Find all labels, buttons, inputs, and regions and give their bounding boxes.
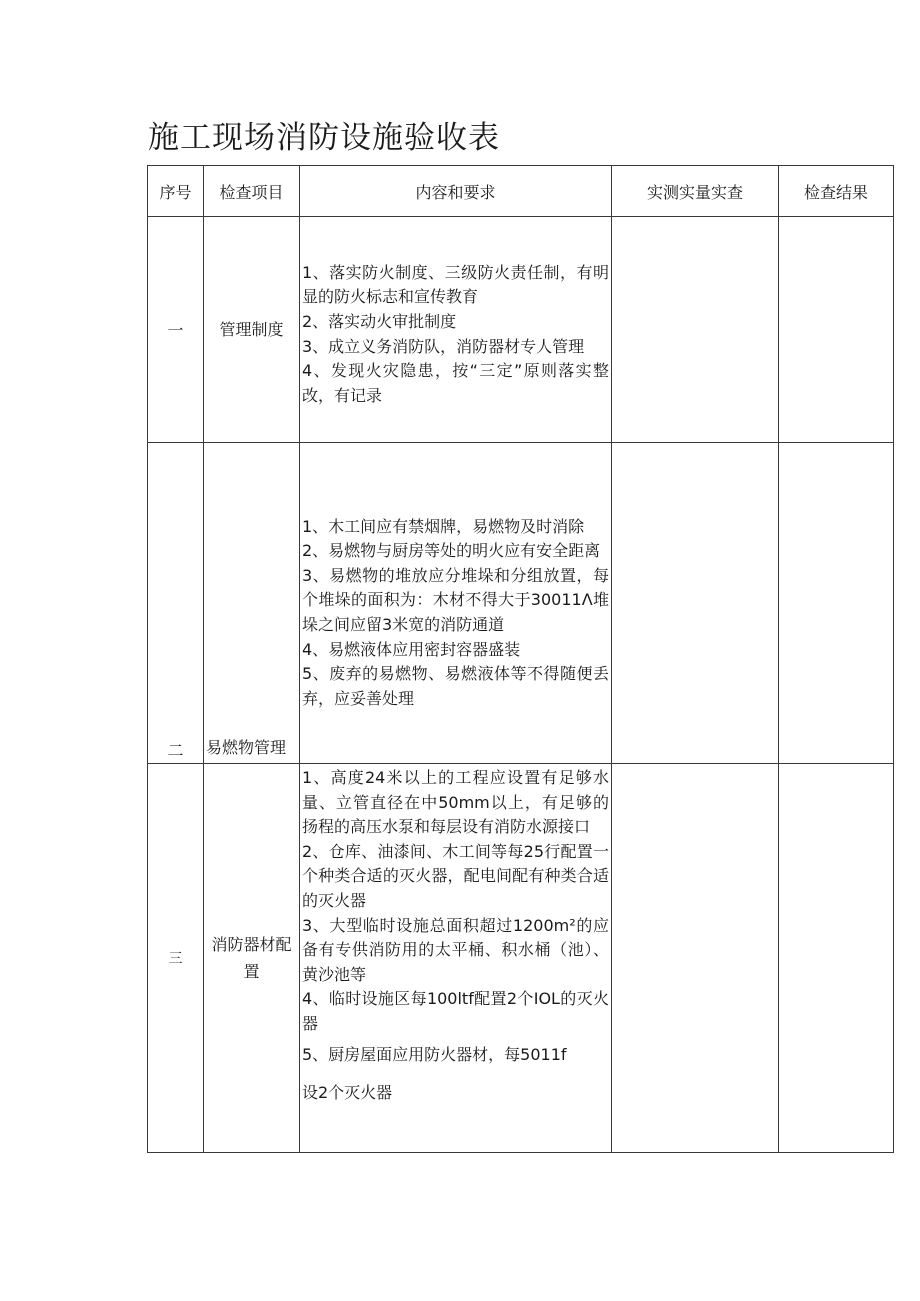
measured-cell[interactable] (612, 443, 779, 764)
result-cell[interactable] (779, 764, 894, 1153)
requirement-line: 设2个灭火器 (302, 1083, 393, 1103)
requirement-line: 2、易燃物与厨房等处的明火应有安全距离 (302, 541, 601, 561)
header-measured: 实测实量实查 (612, 166, 779, 217)
requirement-line: 5、废弃的易燃物、易燃液体等不得随便丢弃，应妥善处理 (302, 664, 609, 708)
requirement-line: 4、易燃液体应用密封容器盛装 (302, 639, 521, 659)
requirement-line: 1、高度24米以上的工程应设置有足够水量、立管直径在中50mm以上，有足够的扬程的高压水泵和每层设有消防水源接口 (302, 768, 609, 837)
requirement-line: 3、成立义务消防队，消防器材专人管理 (302, 336, 585, 356)
requirement-line: 5、厨房屋面应用防火器材，每5011f (302, 1044, 567, 1064)
requirements-cell (300, 443, 612, 764)
measured-cell[interactable] (612, 217, 779, 443)
requirements-cell (300, 764, 612, 1153)
requirement-line: 1、木工间应有禁烟牌，易燃物及时消除 (302, 516, 585, 536)
header-requirements: 内容和要求 (300, 166, 612, 217)
table-row (148, 217, 894, 443)
result-cell[interactable] (779, 443, 894, 764)
requirement-line: 2、仓库、油漆间、木工间等每25行配置一个种类合适的灭火器，配电间配有种类合适的灭火器 (302, 841, 609, 910)
check-item: 管理制度 (204, 217, 300, 443)
table-row (148, 764, 894, 1153)
table-row (148, 443, 894, 764)
header-no: 序号 (148, 166, 204, 217)
measured-cell[interactable] (612, 764, 779, 1153)
row-number: 一 (148, 217, 204, 443)
check-item: 消防器材配置 (204, 764, 300, 1153)
header-result: 检查结果 (779, 166, 894, 217)
requirement-line: 2、落实动火审批制度 (302, 311, 457, 331)
table-header-row (148, 166, 894, 217)
requirement-line: 4、发现火灾隐患，按“三定”原则落实整改，有记录 (302, 361, 609, 405)
requirement-line: 3、大型临时设施总面积超过1200m²的应备有专供消防用的太平桶、积水桶（池）、黄沙池等 (302, 915, 609, 984)
requirement-line: 1、落实防火制度、三级防火责任制，有明显的防火标志和宣传教育 (302, 262, 609, 307)
row-number: 三 (148, 764, 204, 1153)
document-title: 施工现场消防设施验收表 (148, 120, 500, 156)
row-number: 二 (148, 443, 204, 764)
check-item: 易燃物管理 (204, 443, 300, 764)
requirement-line: 4、临时设施区每100ltf配置2个IOL的灭火器 (302, 989, 609, 1033)
requirements-cell (300, 217, 612, 443)
acceptance-table (147, 165, 894, 1153)
result-cell[interactable] (779, 217, 894, 443)
header-item: 检查项目 (204, 166, 300, 217)
requirement-line: 3、易燃物的堆放应分堆垛和分组放置，每个堆垛的面积为：木材不得大于30011Λ堆垛之间应留3米宽的消防通道 (302, 565, 609, 634)
